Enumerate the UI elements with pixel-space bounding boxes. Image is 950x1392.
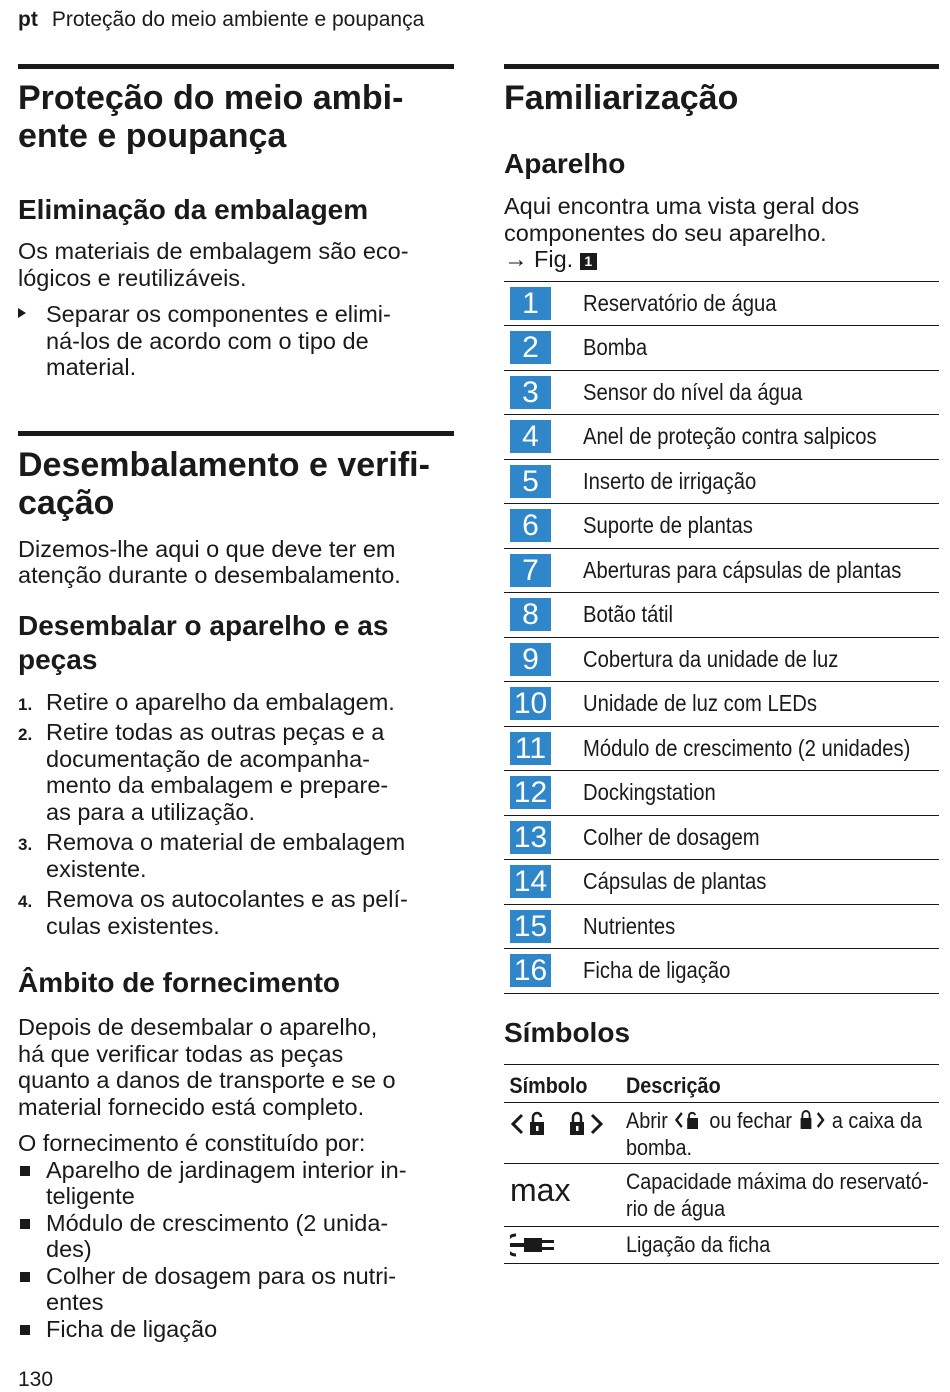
unpack-steps-list — [18, 689, 454, 940]
part-label: Bomba — [583, 334, 648, 361]
table-row — [504, 860, 939, 905]
table-row — [504, 549, 939, 594]
part-label: Aberturas para cápsulas de plantas — [583, 556, 902, 583]
table-row — [504, 1227, 939, 1264]
part-label: Sensor do nível da água — [583, 378, 803, 405]
square-bullet-icon — [20, 1166, 30, 1176]
page-number: 130 — [18, 1368, 54, 1391]
part-label: Nutrientes — [583, 912, 676, 939]
instruction-item: Separar os componentes e elimi- ná-los de acordo com o tipo de material. — [18, 301, 454, 381]
table-row — [504, 771, 939, 816]
part-label: Suporte de plantas — [583, 512, 753, 539]
left-column — [18, 64, 454, 1342]
lock-closed-inline-icon — [798, 1110, 827, 1130]
section-rule — [504, 64, 939, 69]
part-number-badge: 11 — [510, 732, 551, 765]
table-row — [504, 1103, 939, 1164]
table-row — [504, 638, 939, 683]
table-row — [504, 1164, 939, 1227]
symbol-description: Capacidade máxima do reservató- rio de água — [626, 1168, 929, 1221]
part-number-badge: 8 — [510, 598, 551, 631]
table-row — [504, 593, 939, 638]
part-label: Inserto de irrigação — [583, 467, 757, 494]
part-number-badge: 4 — [510, 420, 551, 453]
section-rule — [18, 64, 454, 69]
part-number-badge: 13 — [510, 821, 551, 854]
step-item: 1. Retire o aparelho da embalagem. — [18, 688, 395, 715]
list-item: Ficha de ligação — [18, 1316, 454, 1343]
section-title-environment: Proteção do meio ambi- ente e poupança — [18, 79, 404, 155]
table-row — [504, 415, 939, 460]
figure-number-box: 1 — [580, 253, 597, 270]
step-item: 4. Remova os autocolantes e as pelí- culas existentes. — [18, 886, 408, 939]
packaging-paragraph: Os materiais de embalagem são eco- lógicos e reutilizáveis. — [18, 238, 409, 291]
table-row — [504, 326, 939, 371]
part-label: Dockingstation — [583, 779, 716, 806]
symbol-description: Ligação da ficha — [626, 1231, 771, 1257]
part-label: Cápsulas de plantas — [583, 868, 767, 895]
part-label: Módulo de crescimento (2 unidades) — [583, 734, 911, 761]
step-item: 2. Retire todas as outras peças e a documentação de acompanha- mento da embalagem e prepare- as para a utilização. — [18, 719, 389, 825]
part-number-badge: 12 — [510, 776, 551, 809]
part-number-badge: 15 — [510, 910, 551, 943]
part-label: Unidade de luz com LEDs — [583, 690, 818, 717]
part-label: Colher de dosagem — [583, 823, 760, 850]
subsection-title-device: Aparelho — [504, 148, 626, 179]
table-row — [504, 682, 939, 727]
section-title-unpacking: Desembalamento e verifi- cação — [18, 445, 430, 522]
part-label: Ficha de ligação — [583, 957, 731, 984]
part-label: Botão tátil — [583, 601, 674, 628]
table-row — [504, 727, 939, 772]
part-number-badge: 5 — [510, 465, 551, 498]
square-bullet-icon — [20, 1272, 30, 1282]
parts-table — [504, 281, 939, 994]
part-number-badge: 2 — [510, 331, 551, 364]
part-number-badge: 16 — [510, 954, 551, 987]
scope-paragraph: Depois de desembalar o aparelho, há que verificar todas as peças quanto a danos de transporte e se o material fornecido está completo. — [18, 1014, 396, 1120]
unpacking-paragraph: Dizemos-lhe aqui o que deve ter em atenção durante o desembalamento. — [18, 535, 401, 588]
plug-icon — [504, 1227, 626, 1263]
table-row — [504, 282, 939, 327]
part-label: Reservatório de água — [583, 289, 777, 316]
part-number-badge: 14 — [510, 865, 551, 898]
table-row — [504, 949, 939, 994]
section-title-familiarization: Familiarização — [504, 79, 739, 117]
right-column — [504, 64, 939, 1264]
part-label: Anel de proteção contra salpicos — [583, 423, 877, 450]
table-row — [504, 905, 939, 950]
subsection-title-scope-of-delivery: Âmbito de fornecimento — [18, 967, 341, 998]
lock-open-close-icon — [504, 1103, 626, 1163]
square-bullet-icon — [20, 1325, 30, 1335]
symbols-table — [504, 1064, 939, 1264]
subsection-title-symbols: Símbolos — [504, 1016, 631, 1048]
language-code: pt — [18, 8, 38, 31]
part-label: Cobertura da unidade de luz — [583, 645, 839, 672]
device-paragraph: Aqui encontra uma vista geral dos componentes do seu aparelho. → Fig. 1 — [504, 193, 860, 272]
delivery-items-list — [18, 1157, 454, 1343]
section-rule — [18, 431, 454, 436]
step-item: 3. Remova o material de embalagem existente. — [18, 829, 406, 882]
arrow-bullet-icon — [18, 308, 26, 318]
subsection-title-unpack-device: Desembalar o aparelho e as peças — [18, 609, 389, 675]
running-header-title: Proteção do meio ambiente e poupança — [51, 8, 425, 31]
table-row — [504, 460, 939, 505]
figure-reference: → Fig. — [504, 246, 574, 272]
table-row — [504, 371, 939, 416]
max-symbol: max — [510, 1171, 571, 1208]
part-number-badge: 10 — [510, 687, 551, 720]
running-header — [18, 8, 424, 32]
lock-open-inline-icon — [673, 1110, 704, 1130]
column-header-symbol: Símbolo — [509, 1072, 588, 1098]
part-number-badge: 3 — [510, 376, 551, 409]
subsection-title-packaging-disposal: Eliminação da embalagem — [18, 194, 369, 225]
list-item: Módulo de crescimento (2 unida- des) — [18, 1210, 454, 1263]
symbol-description: Abrir ou fechar a caixa da bomba. — [626, 1107, 923, 1160]
list-item: Colher de dosagem para os nutri- entes — [18, 1263, 454, 1316]
table-row — [504, 816, 939, 861]
list-item: Aparelho de jardinagem interior in- teligente — [18, 1157, 454, 1210]
column-header-description: Descrição — [626, 1072, 721, 1098]
part-number-badge: 6 — [510, 509, 551, 542]
part-number-badge: 7 — [510, 554, 551, 587]
part-number-badge: 1 — [510, 287, 551, 320]
table-row — [504, 504, 939, 549]
square-bullet-icon — [20, 1219, 30, 1229]
scope-intro: O fornecimento é constituído por: — [18, 1130, 366, 1156]
part-number-badge: 9 — [510, 643, 551, 676]
symbols-table-header — [504, 1065, 939, 1103]
